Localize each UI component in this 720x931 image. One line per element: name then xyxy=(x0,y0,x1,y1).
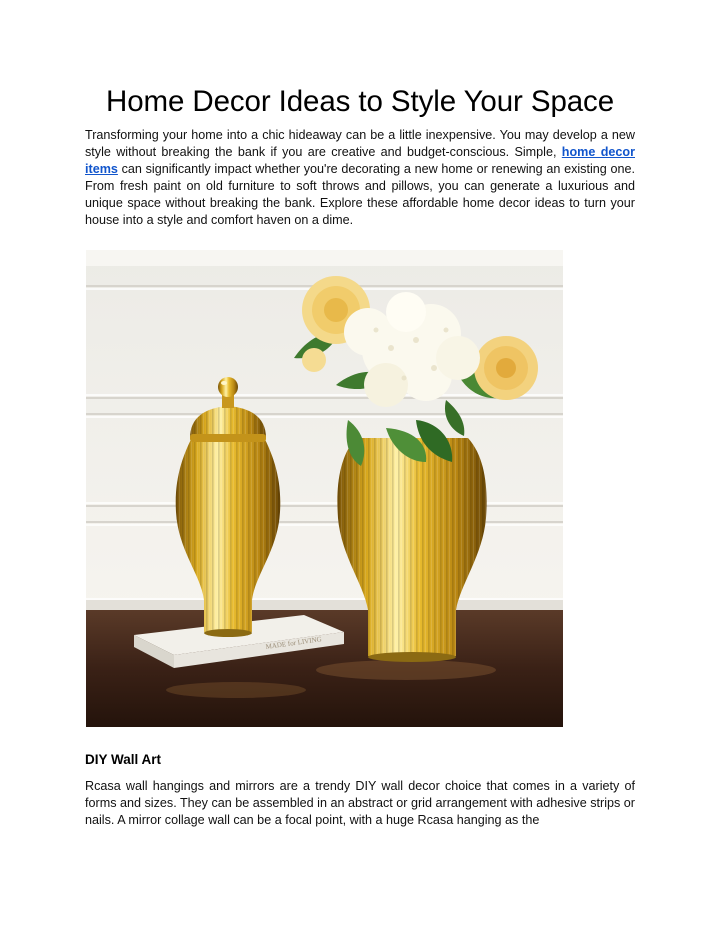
gold-vases-photo xyxy=(86,250,563,727)
section-paragraph: Rcasa wall hangings and mirrors are a trendy DIY wall decor choice that comes in a variety of forms and sizes. They can be assembled in an abstract or grid arrangement with adhesive strips or nails. A mirror collage wall can be a focal point, with a huge Rcasa hanging as the xyxy=(85,779,635,827)
book-spine-text: MADE for LIVING xyxy=(265,635,323,651)
intro-text-end: can significantly impact whether you're decorating a new home or renewing an existing one. From fresh paint on old furniture to soft throws and pillows, you can generate a luxurious and unique space without breaking the bank. Explore these affordable home decor ideas to turn your house into a style and comfort haven on a dime. xyxy=(85,162,635,227)
page-title: Home Decor Ideas to Style Your Space xyxy=(105,85,615,118)
intro-paragraph xyxy=(85,127,635,229)
section-heading: DIY Wall Art xyxy=(85,752,162,767)
intro-text-start: Transforming your home into a chic hideaway can be a little inexpensive. You may develop a new style without breaking the bank if you are creative and budget-conscious. Simple, xyxy=(85,128,635,159)
home-decor-items-link[interactable]: home decor items xyxy=(85,145,635,176)
